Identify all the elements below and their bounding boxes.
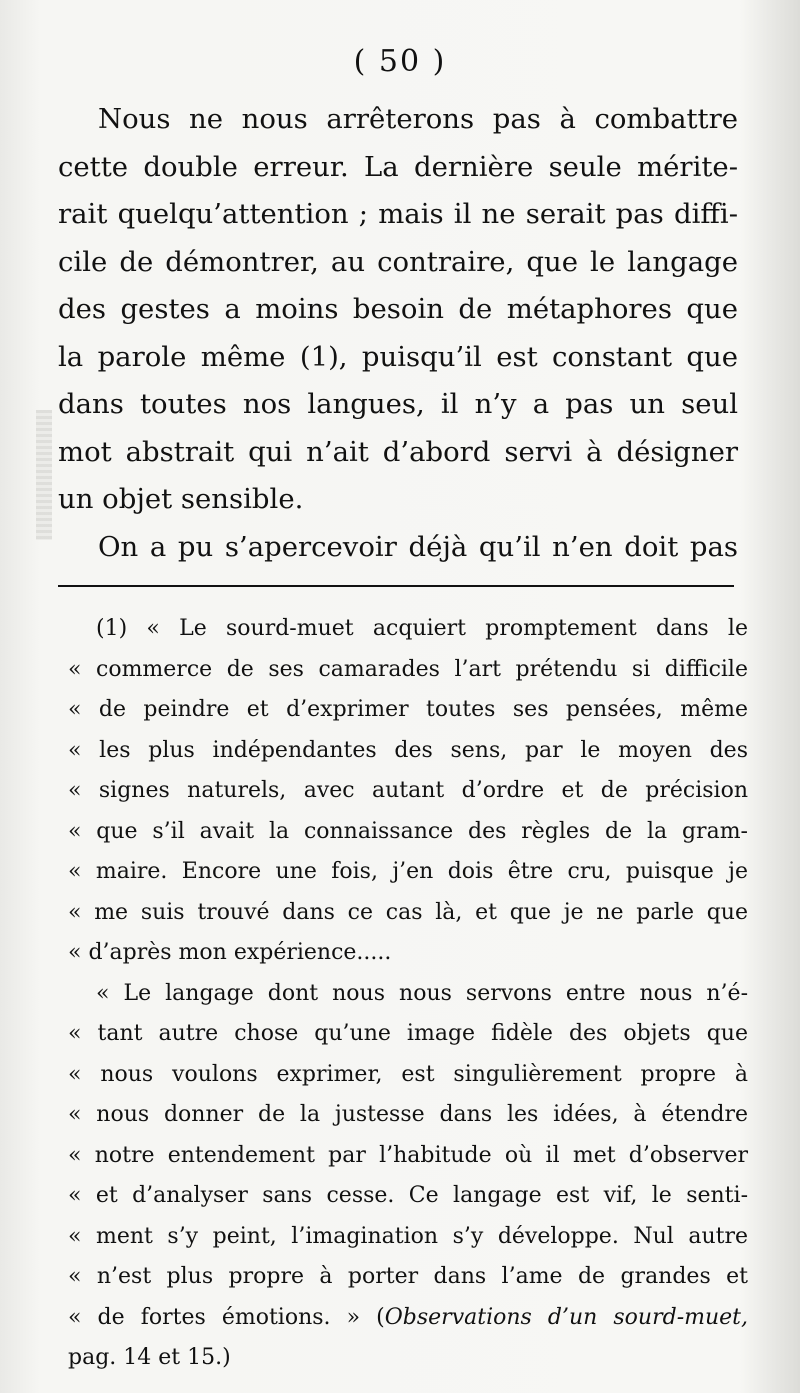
footnote-line: « n’est plus propre à porter dans l’ame de grandes et bbox=[68, 1264, 748, 1289]
footnote-line: (1) « Le sourd-muet acquiert promptement dans le bbox=[96, 616, 748, 641]
text-line: cile de démontrer, au contraire, que le langage bbox=[58, 245, 738, 278]
page-stain bbox=[36, 410, 52, 540]
text-line: mot abstrait qui n’ait d’abord servi à désigner bbox=[58, 435, 738, 468]
text-line: cette double erreur. La dernière seule mérite- bbox=[58, 150, 738, 183]
footnote-line: « commerce de ses camarades l’art prétendu si difficile bbox=[68, 656, 748, 682]
text-line: dans toutes nos langues, il n’y a pas un seul bbox=[58, 388, 738, 420]
footnote-line: « notre entendement par l’habitude où il met d’observer bbox=[68, 1142, 748, 1168]
footnote-line: « me suis trouvé dans ce cas là, et que je ne parle que bbox=[68, 899, 748, 925]
text-line: un objet sensible. bbox=[58, 483, 304, 515]
text-line: Nous ne nous arrêterons pas à combattre bbox=[98, 103, 738, 135]
main-text bbox=[58, 96, 738, 571]
source-title: Observations d’un sourd-muet, bbox=[384, 1304, 749, 1330]
text-line: On a pu s’apercevoir déjà qu’il n’en doit pas bbox=[98, 530, 738, 563]
footnote-line: « ment s’y peint, l’imagination s’y développe. Nul autre bbox=[68, 1223, 748, 1249]
text-line: des gestes a moins besoin de métaphores que bbox=[58, 293, 738, 325]
footnote-line: pag. 14 et 15.) bbox=[68, 1345, 231, 1370]
footnote-line: « Le langage dont nous nous servons entre nous n’é- bbox=[96, 980, 748, 1006]
footnote-line: « que s’il avait la connaissance des règles de la gram- bbox=[68, 818, 748, 844]
footnote-line: « d’après mon expérience..... bbox=[68, 940, 392, 965]
page-number: ( 50 ) bbox=[353, 44, 447, 79]
text-line: la parole même (1), puisqu’il est constant que bbox=[58, 340, 738, 373]
footnote-line: « signes naturels, avec autant d’ordre et de précision bbox=[68, 778, 748, 803]
footnote-rule bbox=[58, 585, 734, 587]
footnote-line bbox=[68, 1298, 748, 1339]
footnote-line: « nous donner de la justesse dans les idées, à étendre bbox=[68, 1102, 748, 1127]
footnote-line: « et d’analyser sans cesse. Ce langage est vif, le senti- bbox=[68, 1183, 748, 1208]
footnote-line: « de peindre et d’exprimer toutes ses pensées, même bbox=[68, 697, 748, 722]
footnote-tail-lead: « de fortes émotions. » ( bbox=[68, 1304, 385, 1330]
footnote-line: « tant autre chose qu’une image fidèle des objets que bbox=[68, 1021, 748, 1046]
footnote-line: « nous voulons exprimer, est singulièrement propre à bbox=[68, 1061, 748, 1087]
footnote-line: « maire. Encore une fois, j’en dois être cru, puisque je bbox=[68, 859, 748, 884]
text-line: rait quelqu’attention ; mais il ne serait pas diffi- bbox=[58, 198, 738, 230]
footnote-line: « les plus indépendantes des sens, par le moyen des bbox=[68, 737, 748, 763]
footnote bbox=[68, 609, 748, 1379]
